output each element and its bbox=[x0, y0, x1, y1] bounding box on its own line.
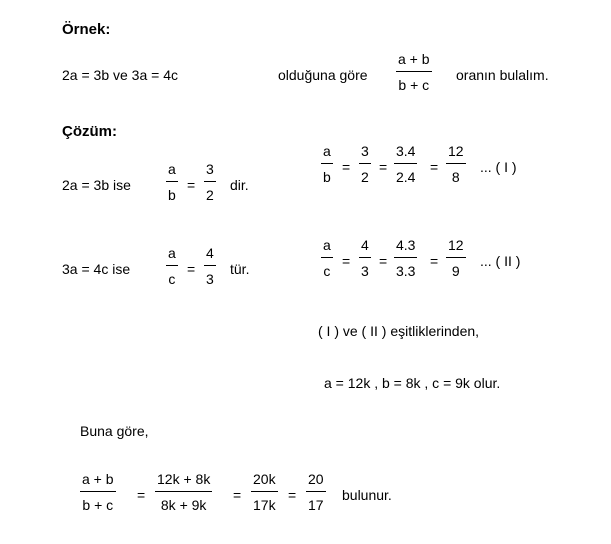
fraction-numerator: 4 bbox=[206, 245, 214, 261]
fraction-bar bbox=[359, 257, 371, 258]
fraction-numerator: a + b bbox=[82, 471, 114, 487]
example-heading: Örnek: bbox=[62, 21, 111, 38]
fraction-numerator: 12 bbox=[448, 237, 464, 253]
eq2-ratio-fraction bbox=[166, 246, 178, 286]
final-frac-1 bbox=[80, 472, 116, 512]
fraction-denominator: c bbox=[168, 271, 176, 287]
fraction-denominator: b + c bbox=[398, 77, 430, 93]
eq2-equals: = bbox=[187, 261, 196, 277]
fraction-numerator: 20 bbox=[308, 471, 324, 487]
chain2-equals-1: = bbox=[342, 253, 351, 269]
result-values: a = 12k , b = 8k , c = 9k olur. bbox=[324, 375, 501, 391]
final-equals-1: = bbox=[137, 487, 146, 503]
final-equals-2: = bbox=[233, 487, 242, 503]
eq1-equals: = bbox=[187, 177, 196, 193]
final-equals-3: = bbox=[288, 487, 297, 503]
chain1-equals-2: = bbox=[379, 159, 388, 175]
fraction-numerator: 3 bbox=[206, 161, 214, 177]
chain2-frac-3 bbox=[394, 238, 417, 278]
fraction-bar bbox=[166, 265, 178, 266]
fraction-bar bbox=[204, 181, 216, 182]
fraction-numerator: a bbox=[168, 161, 176, 177]
eq1-value-fraction bbox=[204, 162, 216, 202]
chain1-frac-2 bbox=[359, 144, 371, 184]
fraction-denominator: b bbox=[323, 169, 331, 185]
fraction-denominator: 3.3 bbox=[396, 263, 416, 279]
fraction-denominator: 9 bbox=[451, 263, 460, 279]
fraction-bar bbox=[321, 257, 333, 258]
chain2-frac-2 bbox=[359, 238, 371, 278]
chain2-equals-2: = bbox=[379, 253, 388, 269]
fraction-numerator: a bbox=[168, 245, 176, 261]
fraction-bar bbox=[446, 163, 466, 164]
fraction-denominator: 2.4 bbox=[396, 169, 416, 185]
fraction-denominator: 8k + 9k bbox=[160, 497, 207, 513]
fraction-denominator: b bbox=[168, 187, 176, 203]
chain2-tag: ... ( II ) bbox=[480, 253, 521, 269]
fraction-bar bbox=[396, 71, 432, 72]
from-equalities-text: ( I ) ve ( II ) eşitliklerinden, bbox=[318, 323, 480, 339]
chain2-equals-3: = bbox=[430, 253, 439, 269]
eq2-value-fraction bbox=[204, 246, 216, 286]
chain1-tag: ... ( I ) bbox=[480, 159, 517, 175]
chain2-frac-4 bbox=[446, 238, 466, 278]
chain1-equals-1: = bbox=[342, 159, 351, 175]
fraction-numerator: a + b bbox=[398, 51, 430, 67]
fraction-bar bbox=[359, 163, 371, 164]
final-frac-4 bbox=[306, 472, 326, 512]
solution-heading: Çözüm: bbox=[62, 123, 117, 140]
fraction-denominator: 2 bbox=[206, 187, 214, 203]
final-intro: Buna göre, bbox=[80, 423, 149, 439]
fraction-numerator: 3 bbox=[361, 143, 369, 159]
fraction-bar bbox=[251, 491, 278, 492]
fraction-numerator: 4.3 bbox=[396, 237, 416, 253]
fraction-denominator: 3 bbox=[361, 263, 369, 279]
fraction-bar bbox=[306, 491, 326, 492]
fraction-numerator: 3.4 bbox=[396, 143, 416, 159]
fraction-numerator: a bbox=[323, 143, 331, 159]
eq1-left-side: 2a = 3b ise bbox=[62, 177, 131, 193]
fraction-numerator: 12 bbox=[448, 143, 464, 159]
fraction-bar bbox=[321, 163, 333, 164]
eq1-ratio-fraction bbox=[166, 162, 178, 202]
chain1-frac-4 bbox=[446, 144, 466, 184]
chain2-frac-1 bbox=[321, 238, 333, 278]
fraction-denominator: 2 bbox=[361, 169, 369, 185]
fraction-numerator: a bbox=[323, 237, 331, 253]
eq1-suffix: dir. bbox=[230, 177, 249, 193]
chain1-frac-3 bbox=[394, 144, 417, 184]
eq2-suffix: tür. bbox=[230, 261, 250, 277]
fraction-bar bbox=[204, 265, 216, 266]
final-frac-2 bbox=[155, 472, 212, 512]
given-ratio-fraction bbox=[396, 52, 432, 92]
given-tail-text: oranın bulalım. bbox=[456, 67, 549, 83]
given-since-text: olduğuna göre bbox=[278, 67, 368, 83]
fraction-bar bbox=[80, 491, 116, 492]
fraction-bar bbox=[155, 491, 212, 492]
fraction-bar bbox=[166, 181, 178, 182]
fraction-denominator: b + c bbox=[82, 497, 114, 513]
fraction-bar bbox=[446, 257, 466, 258]
fraction-denominator: 17 bbox=[308, 497, 324, 513]
final-frac-3 bbox=[251, 472, 278, 512]
chain1-frac-1 bbox=[321, 144, 333, 184]
final-suffix: bulunur. bbox=[342, 487, 392, 503]
fraction-bar bbox=[394, 257, 417, 258]
eq2-left-side: 3a = 4c ise bbox=[62, 261, 131, 277]
fraction-denominator: 17k bbox=[253, 497, 276, 513]
fraction-numerator: 12k + 8k bbox=[157, 471, 211, 487]
fraction-numerator: 4 bbox=[361, 237, 369, 253]
fraction-bar bbox=[394, 163, 417, 164]
fraction-denominator: 8 bbox=[451, 169, 460, 185]
given-equations: 2a = 3b ve 3a = 4c bbox=[62, 67, 178, 83]
fraction-denominator: 3 bbox=[206, 271, 214, 287]
chain1-equals-3: = bbox=[430, 159, 439, 175]
fraction-numerator: 20k bbox=[253, 471, 276, 487]
fraction-denominator: c bbox=[323, 263, 331, 279]
